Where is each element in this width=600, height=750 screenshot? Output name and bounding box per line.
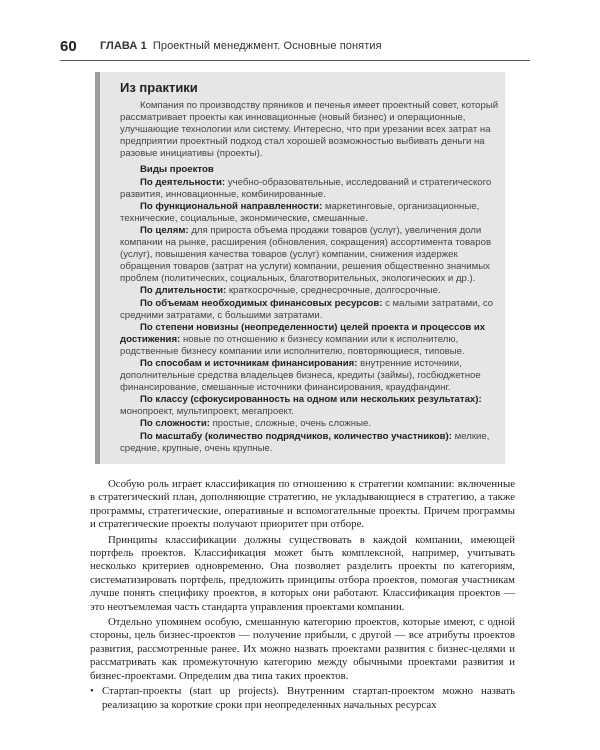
type-label: По масштабу (количество подрядчиков, количество участников): [140, 430, 452, 442]
running-header [60, 38, 530, 60]
type-item [120, 201, 505, 225]
type-label: По классу (сфокусированность на одном или нескольких результатах): [140, 394, 482, 406]
type-item [120, 431, 505, 455]
type-label: По объемам необходимых финансовых ресурсов: [140, 297, 383, 309]
type-item [120, 418, 505, 430]
type-text: мелкие, средние, крупные, очень крупные. [120, 430, 490, 454]
type-item [120, 298, 505, 322]
type-label: По функциональной направленности: [140, 200, 323, 212]
chapter-heading [100, 40, 382, 52]
types-title: Виды проектов [140, 164, 214, 176]
body-paragraph: Особую роль играет классификация по отношению к стратегии компании: включенные в стратегический план, дополняющие стратегию, не укладывающиеся в стратегию, а также программы, стратегические, оперативные и вспомогательные проекты. Причем программы и стратегические проекты получают приоритет при отборе. [90, 478, 515, 531]
type-item [120, 225, 505, 285]
sidebar-title: Из практики [120, 80, 198, 95]
bullet-dot: • [90, 685, 94, 698]
bullet-item [90, 685, 515, 712]
type-text: монопроект, мультипроект, мегапроект. [120, 406, 294, 418]
type-item [120, 322, 505, 358]
main-text [90, 478, 515, 714]
sidebar-body [120, 100, 505, 455]
sidebar-intro: Компания по производству пряников и печенья имеет проектный совет, который рассматривает проекты как инновационные (новый бизнес) и операционные, улучшающие технологии или систему. Интересно, что при урезании всех затрат на предприятии проектный подход стал хорошей возможностью выбивать деньги на разовые инициативы (проекты). [120, 100, 499, 160]
type-label: По способам и источникам финансирования: [140, 357, 358, 369]
type-text: краткосрочные, среднесрочные, долгосрочные. [228, 285, 441, 297]
type-text: маркетинговые, организационные, технические, социальные, экономические, смешанные. [120, 200, 480, 224]
practice-sidebar [95, 72, 505, 464]
type-label: По сложности: [140, 418, 210, 430]
type-item [120, 177, 505, 201]
type-text: новые по отношению к бизнесу компании или к исполнителю, родственные бизнесу компании или исполнителю, повторяющиеся, типовые. [120, 333, 465, 357]
type-label: По длительности: [140, 285, 227, 297]
bullet-text: Стартап-проекты (start up projects). Внутренним стартап-проектом можно назвать реализацию за короткие сроки при неопределенных начальных ресурсах [102, 685, 515, 711]
type-text: простые, сложные, очень сложные. [212, 418, 371, 430]
type-text: с малыми затратами, со средними затратами, с большими затратами. [120, 297, 494, 321]
type-text: учебно-образовательные, исследований и стратегического развития, инновационные, комбинированные. [120, 176, 492, 200]
type-item [120, 285, 505, 297]
header-rule [60, 60, 530, 61]
chapter-title: Проектный менеджмент. Основные понятия [152, 40, 382, 52]
chapter-label: ГЛАВА 1 [100, 40, 147, 52]
type-item [120, 394, 505, 418]
body-paragraph: Принципы классификации должны существовать в каждой компании, имеющей портфель проектов. Классификация может быть комплексной, например, учитывать несколько критериев одновременно. Она позволяет разделить проекты по категориям, систематизировать портфель, предложить принципы отбора проектов, помогая участникам лучше понять специфику проектов, в которых они работают. Классификация проектов — это неотъемлемая часть стандарта управления проектами компании. [90, 533, 515, 613]
type-label: По целям: [140, 224, 189, 236]
type-item [120, 358, 505, 394]
body-paragraph: Отдельно упомянем особую, смешанную категорию проектов, которые имеют, с одной стороны, цель бизнес-проектов — получение прибыли, с другой — все атрибуты проектов развития, рассмотренные ранее. Их можно назвать проектами развития с бизнес-целями и рассматривать как промежуточную категорию между обычными проектами развития и бизнес-проектами. Определим два типа таких проектов. [90, 616, 515, 682]
type-label: По деятельности: [140, 176, 226, 188]
type-text: внутренние источники, дополнительные средства владельцев бизнеса, кредиты (займы), госбюджетное финансирование, смешанные источники финансирования, краудфандинг. [120, 357, 481, 394]
type-text: для прироста объема продажи товаров (услуг), увеличения доли компании на рынке, расширения (обновления, сокращения) ассортимента товаров (услуг), повышения качества товаров (услуг) компании, снижения издержек обращения товаров (затрат на услуги) компании, решения общественно значимых проблем (политических, социальных, благотворительных, экологических и др.). [120, 224, 492, 285]
page-number: 60 [60, 38, 77, 55]
type-label: По степени новизны (неопределенности) целей проекта и процессов их достижения: [120, 321, 486, 345]
